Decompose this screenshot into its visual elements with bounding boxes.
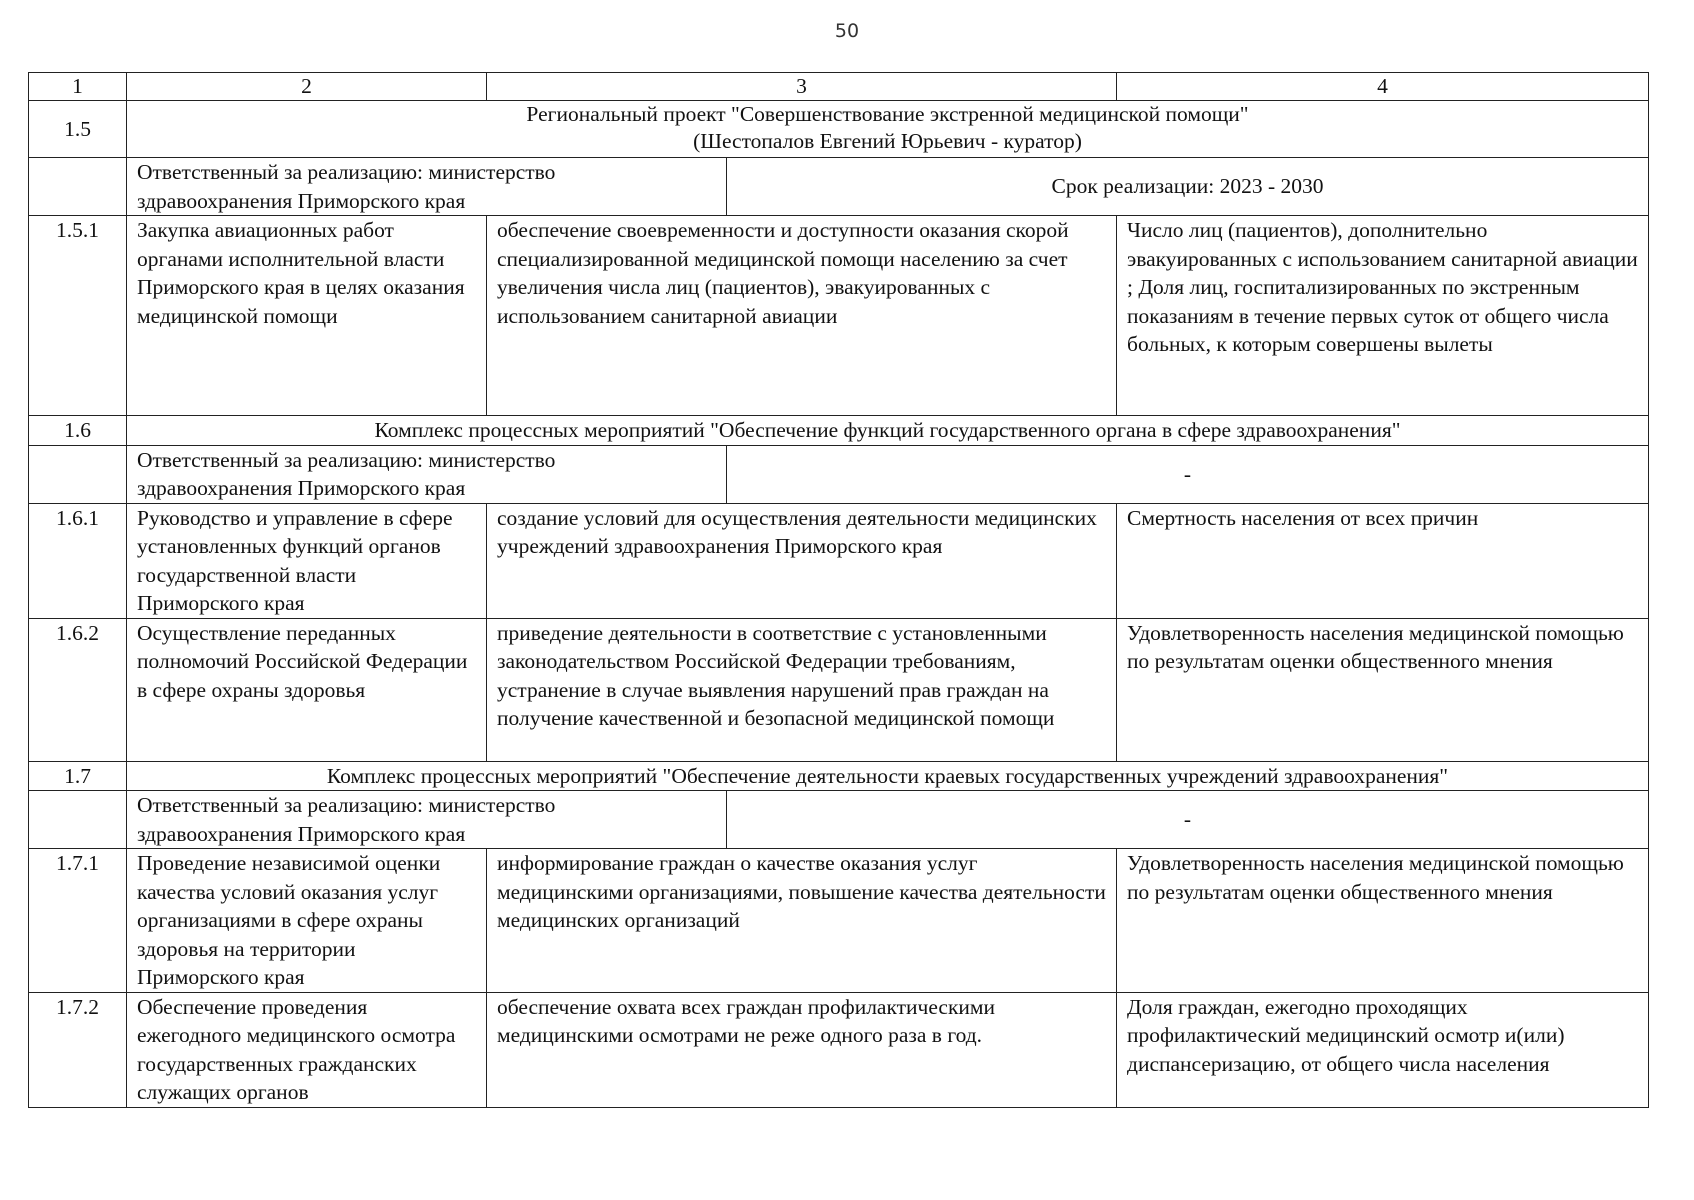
column-header-1: 1 (29, 73, 127, 101)
complex-title: Комплекс процессных мероприятий "Обеспечение функций государственного органа в сфере здравоохранения" (127, 416, 1649, 446)
row-number: 1.7.2 (29, 992, 127, 1107)
measure-task: создание условий для осуществления деятельности медицинских учреждений здравоохранения Приморского края (487, 503, 1117, 618)
term-cell: - (727, 445, 1649, 503)
row-number: 1.6.1 (29, 503, 127, 618)
measure-name: Осуществление переданных полномочий Российской Федерации в сфере охраны здоровья (127, 618, 487, 761)
responsible-row-1-5 (29, 158, 1649, 216)
measure-indicator: Доля граждан, ежегодно проходящих профилактический медицинский осмотр и(или) диспансеризацию, от общего числа населения (1117, 992, 1649, 1107)
empty-cell (29, 791, 127, 849)
responsible-row-1-7 (29, 791, 1649, 849)
responsible-cell: Ответственный за реализацию: министерство здравоохранения Приморского края (127, 445, 727, 503)
complex-row-1-6 (29, 416, 1649, 446)
table-row (29, 216, 1649, 416)
measure-name: Руководство и управление в сфере установленных функций органов государственной власти Приморского края (127, 503, 487, 618)
measure-task: информирование граждан о качестве оказания услуг медицинскими организациями, повышение качества деятельности медицинских организаций (487, 849, 1117, 993)
table-row (29, 849, 1649, 993)
measures-table (28, 72, 1649, 1108)
responsible-cell: Ответственный за реализацию: министерство здравоохранения Приморского края (127, 158, 727, 216)
empty-cell (29, 158, 127, 216)
column-header-4: 4 (1117, 73, 1649, 101)
measure-indicator: Удовлетворенность населения медицинской помощью по результатам оценки общественного мнения (1117, 849, 1649, 993)
measure-task: обеспечение охвата всех граждан профилактическими медицинскими осмотрами не реже одного раза в год. (487, 992, 1117, 1107)
complex-row-1-7 (29, 761, 1649, 791)
table-row (29, 503, 1649, 618)
row-number: 1.6 (29, 416, 127, 446)
header-row (29, 73, 1649, 101)
measure-name: Закупка авиационных работ органами исполнительной власти Приморского края в целях оказания медицинской помощи (127, 216, 487, 416)
row-number: 1.7.1 (29, 849, 127, 993)
term-cell: - (727, 791, 1649, 849)
term-cell: Срок реализации: 2023 - 2030 (727, 158, 1649, 216)
page-number: 50 (834, 20, 860, 42)
column-header-2: 2 (127, 73, 487, 101)
measure-task: обеспечение своевременности и доступности оказания скорой специализированной медицинской помощи населению за счет увеличения числа лиц (пациентов), эвакуированных с использованием санитарной авиации (487, 216, 1117, 416)
complex-title: Комплекс процессных мероприятий "Обеспечение деятельности краевых государственных учреждений здравоохранения" (127, 761, 1649, 791)
project-curator-line: (Шестопалов Евгений Юрьевич - куратор) (693, 129, 1082, 153)
measure-task: приведение деятельности в соответствие с установленными законодательством Российской Федерации требованиям, устранение в случае выявления нарушений прав граждан на получение качественной и безопасной медицинской помощи (487, 618, 1117, 761)
row-number: 1.7 (29, 761, 127, 791)
row-number: 1.5.1 (29, 216, 127, 416)
measure-indicator: Число лиц (пациентов), дополнительно эвакуированных с использованием санитарной авиации ; Доля лиц, госпитализированных по экстренным показаниям в течение первых суток от общего числа больных, к которым совершены вылеты (1117, 216, 1649, 416)
measure-name: Проведение независимой оценки качества условий оказания услуг организациями в сфере охраны здоровья на территории Приморского края (127, 849, 487, 993)
responsible-cell: Ответственный за реализацию: министерство здравоохранения Приморского края (127, 791, 727, 849)
responsible-row-1-6 (29, 445, 1649, 503)
row-number: 1.5 (29, 101, 127, 158)
project-row-1-5 (29, 101, 1649, 158)
row-number: 1.6.2 (29, 618, 127, 761)
measure-indicator: Удовлетворенность населения медицинской помощью по результатам оценки общественного мнения (1117, 618, 1649, 761)
project-title-line-1: Региональный проект "Совершенствование экстренной медицинской помощи" (526, 102, 1249, 126)
empty-cell (29, 445, 127, 503)
measure-indicator: Смертность населения от всех причин (1117, 503, 1649, 618)
column-header-3: 3 (487, 73, 1117, 101)
table-row (29, 618, 1649, 761)
table-row (29, 992, 1649, 1107)
measure-name: Обеспечение проведения ежегодного медицинского осмотра государственных гражданских служащих органов (127, 992, 487, 1107)
project-title (127, 101, 1649, 158)
